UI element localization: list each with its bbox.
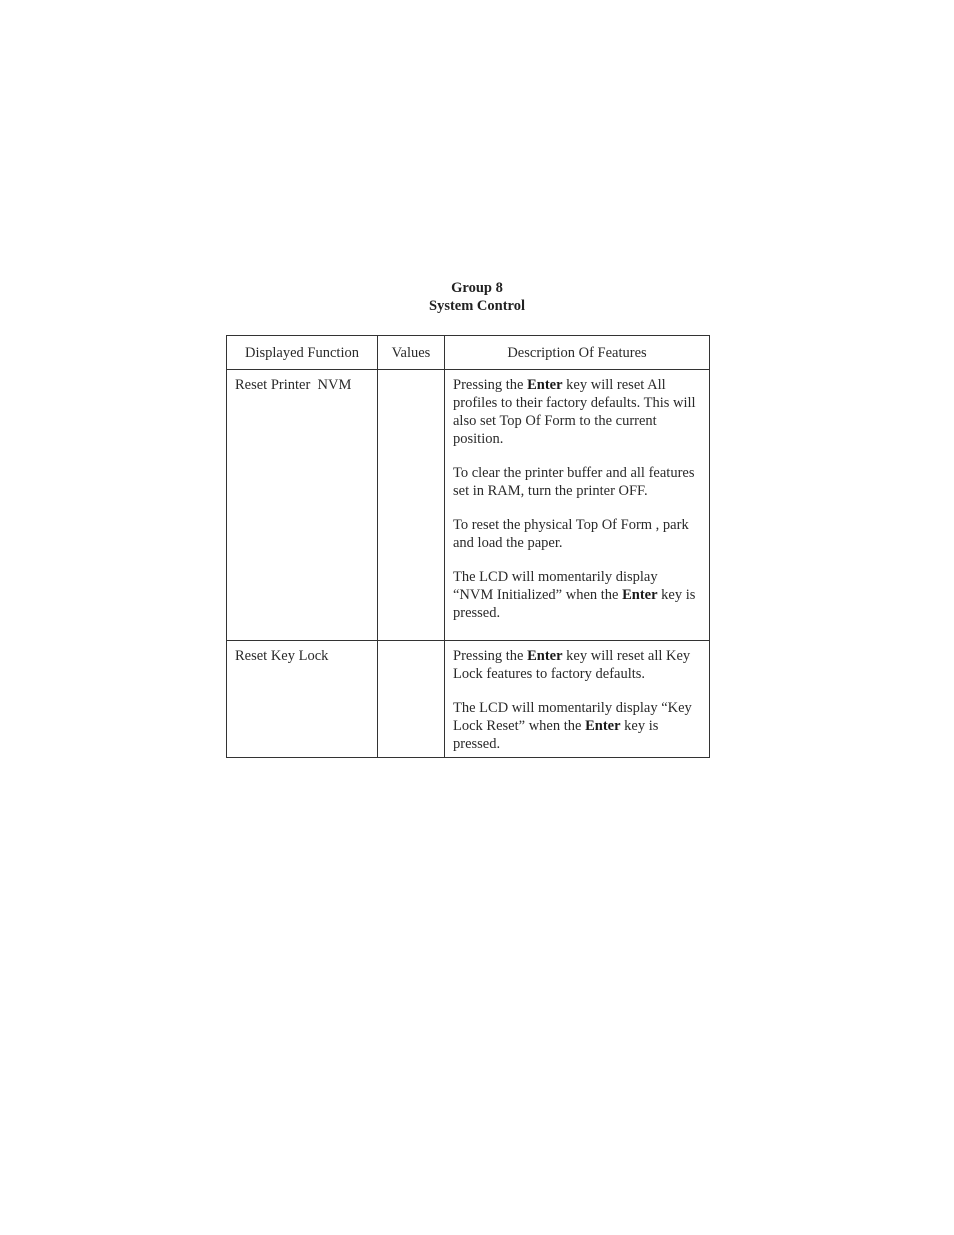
header-displayed-function: Displayed Function [227, 336, 378, 370]
section-heading [0, 279, 954, 315]
text-span: To clear the printer buffer and all features set in RAM, turn the printer OFF. [453, 465, 695, 499]
text-span: key is pressed. [453, 718, 659, 752]
text-span: The LCD will momentarily display “NVM Initialized” when the [453, 569, 658, 603]
description-cell [445, 641, 710, 758]
description-paragraph [453, 464, 701, 500]
group-title: System Control [429, 298, 525, 314]
text-span: Pressing the [453, 648, 528, 664]
text-span: key will reset All profiles to their factory defaults. This will also set Top Of Form to the current position. [453, 377, 696, 447]
description-paragraph [453, 568, 701, 622]
description-paragraph [453, 647, 701, 683]
text-span: To reset the physical Top Of Form , park and load the paper. [453, 517, 689, 551]
text-span: key is pressed. [453, 587, 696, 621]
description-cell [445, 370, 710, 641]
enter-key-term: Enter [585, 718, 621, 734]
enter-key-term: Enter [527, 377, 563, 393]
header-description: Description Of Features [445, 336, 710, 370]
text-span: key will reset all Key Lock features to factory defaults. [453, 648, 691, 682]
enter-key-term: Enter [622, 587, 658, 603]
system-control-table [226, 335, 710, 758]
table-row [227, 370, 710, 641]
text-span: Pressing the [453, 377, 528, 393]
group-number: Group 8 [451, 280, 503, 296]
text-span: The LCD will momentarily display “Key Lock Reset” when the [453, 700, 692, 734]
table-header-row [227, 336, 710, 370]
description-paragraph [453, 516, 701, 552]
function-cell: Reset Key Lock [227, 641, 378, 758]
values-cell [378, 370, 445, 641]
function-cell: Reset Printer NVM [227, 370, 378, 641]
description-paragraph [453, 376, 701, 448]
enter-key-term: Enter [527, 648, 563, 664]
header-values: Values [378, 336, 445, 370]
table-row [227, 641, 710, 758]
values-cell [378, 641, 445, 758]
description-paragraph [453, 699, 701, 753]
